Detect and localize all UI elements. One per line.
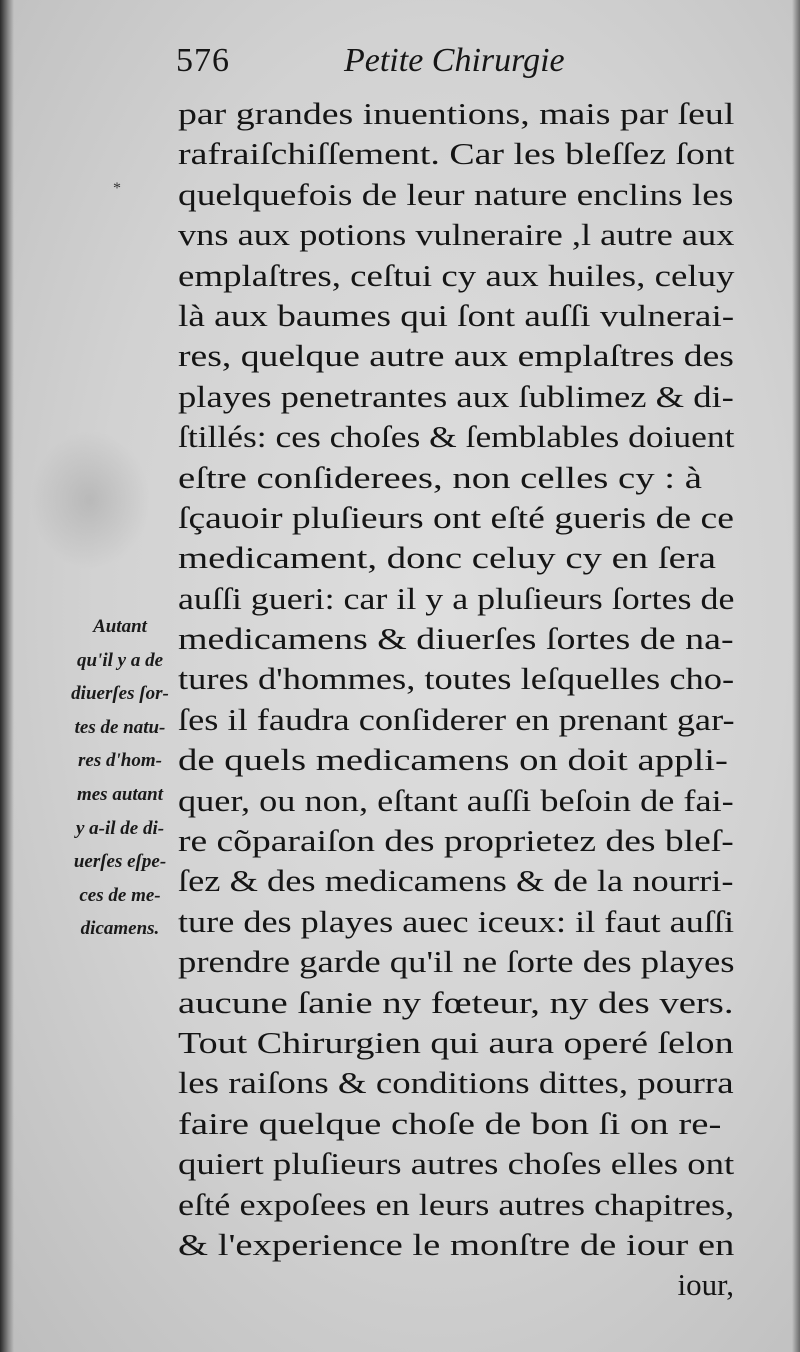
marginal-note-line: tes de natu- [74, 716, 166, 738]
ink-bleed-through [30, 430, 150, 570]
main-text-block [178, 94, 738, 1306]
margin-asterisk: * [113, 180, 121, 197]
marginal-note-line: qu'il y a de [76, 649, 164, 671]
marginal-note-line: mes autant [76, 783, 164, 805]
marginal-note-line: y a-il de di- [75, 817, 165, 839]
page-header [176, 42, 736, 88]
text-line: par grandes inuentions, mais par ſeul [178, 96, 735, 131]
text-line: ſçauoir pluſieurs ont eſté gueris de ce [178, 499, 734, 535]
text-line: & l'experience le monſtre de iour en [178, 1226, 735, 1262]
text-line: vns aux potions vulneraire ,l autre aux [178, 217, 735, 253]
text-line: eſté expoſees en leurs autres chapitres, [178, 1186, 735, 1222]
text-line: les raiſons & conditions dittes, pourra [178, 1065, 734, 1101]
text-line: rafraiſchiſſement. Car les bleſſez ſont [178, 136, 735, 172]
text-line: ſes il faudra conſiderer en prenant gar- [178, 701, 735, 737]
text-line: aucune ſanie ny fœteur, ny des vers. [178, 984, 734, 1020]
text-line: prendre garde qu'il ne ſorte des playes [178, 944, 735, 980]
text-line: tures d'hommes, toutes leſquelles cho- [178, 661, 735, 697]
marginal-note-line: diuerſes ſor- [71, 683, 169, 705]
text-line: emplaſtres, ceſtui cy aux huiles, celuy [178, 257, 735, 293]
text-line: auſſi gueri: car il y a pluſieurs ſortes de [178, 580, 735, 616]
text-line: ture des playes auec iceux: il faut auſſi [178, 903, 735, 939]
text-line: quiert pluſieurs autres choſes elles ont [178, 1146, 735, 1182]
text-line: medicament, donc celuy cy en ſera [178, 540, 716, 576]
marginal-note [56, 610, 184, 946]
text-line: res, quelque autre aux emplaſtres des [178, 338, 734, 374]
text-line: quelquefois de leur nature enclins les [178, 176, 734, 212]
text-line: re cõparaiſon des proprietez des bleſ- [178, 823, 734, 859]
marginal-note-line: res d'hom- [78, 750, 162, 772]
marginal-note-line: ces de me- [79, 884, 161, 906]
text-line: Tout Chirurgien qui aura operé ſelon [178, 1024, 734, 1060]
text-line: là aux baumes qui ſont auſſi vulnerai- [178, 297, 735, 333]
marginal-note-line: uerſes eſpe- [73, 851, 167, 873]
catchword: iour, [677, 1267, 734, 1303]
text-line: medicamens & diuerſes ſortes de na- [178, 621, 734, 657]
running-title: Petite Chirurgie [344, 42, 565, 79]
page-gutter-shadow [0, 0, 14, 1352]
marginal-note-line: dicamens. [80, 918, 160, 940]
text-line: faire quelque choſe de bon ſi on re- [178, 1105, 722, 1141]
text-line: playes penetrantes aux ſublimez & di- [178, 378, 734, 414]
text-line: quer, ou non, eſtant auſſi beſoin de fai- [178, 782, 734, 818]
marginal-note-line: Autant [93, 616, 147, 637]
page-number: 576 [176, 42, 230, 79]
text-line: de quels medicamens on doit appli- [178, 742, 728, 778]
text-line: eſtre conſiderees, non celles cy : à [178, 459, 702, 495]
text-line: ſtillés: ces choſes & ſemblables doiuent [178, 419, 735, 455]
text-line: ſez & des medicamens & de la nourri- [178, 863, 734, 899]
